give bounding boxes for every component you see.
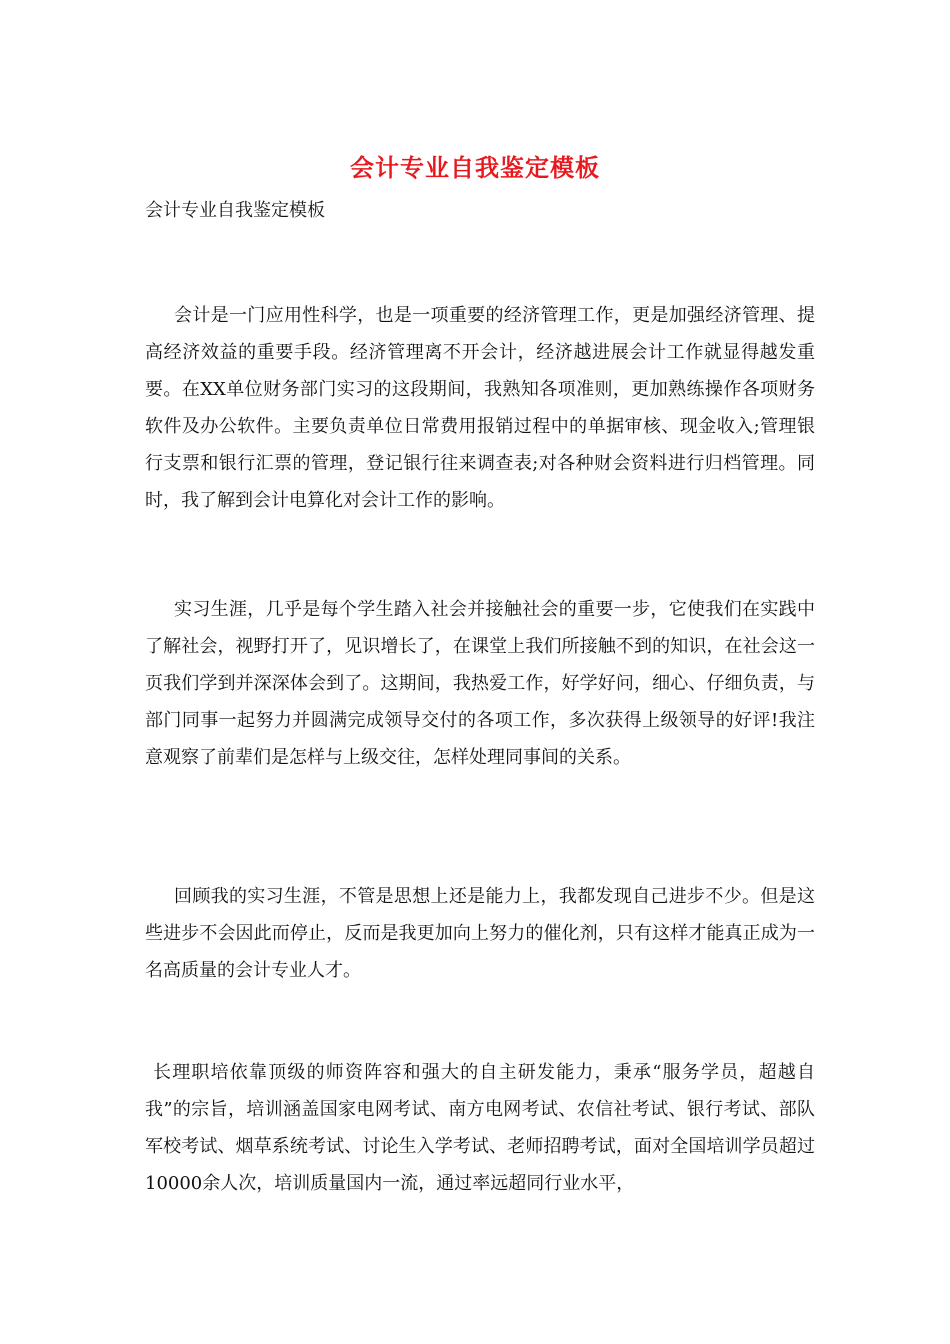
document-title: 会计专业自我鉴定模板 xyxy=(350,153,600,182)
paragraph-training-ad: 长理职培依靠顶级的师资阵容和强大的自主研发能力，秉承“服务学员，超越自我”的宗旨，培训涵盖国家电网考试、南方电网考试、农信社考试、银行考试、部队军校考试、烟草系统考试、讨论生入学考试、老师招聘考试，面对全国培训学员超过10000余人次，培训质量国内一流，通过率远超同行业水平， xyxy=(145,1062,815,1194)
paragraph-review: 回顾我的实习生涯，不管是思想上还是能力上，我都发现自己进步不少。但是这些进步不会因此而停止，反而是我更加向上努力的催化剂，只有这样才能真正成为一名高质量的会计专业人才。 xyxy=(145,886,815,981)
document-subtitle: 会计专业自我鉴定模板 xyxy=(145,200,325,221)
paragraph-internship-accounting: 会计是一门应用性科学，也是一项重要的经济管理工作，更是加强经济管理、提高经济效益的重要手段。经济管理离不开会计，经济越进展会计工作就显得越发重要。在XX单位财务部门实习的这段期间，我熟知各项准则，更加熟练操作各项财务软件及办公软件。主要负责单位日常费用报销过程中的单据审核、现金收入;管理银行支票和银行汇票的管理，登记银行往来调查表;对各种财会资料进行归档管理。同时，我了解到会计电算化对会计工作的影响。 xyxy=(145,305,815,511)
paragraph-internship-career: 实习生涯，几乎是每个学生踏入社会并接触社会的重要一步，它使我们在实践中了解社会，视野打开了，见识增长了，在课堂上我们所接触不到的知识，在社会这一页我们学到并深深体会到了。这期间，我热爱工作，好学好问，细心、仔细负责，与部门同事一起努力并圆满完成领导交付的各项工作，多次获得上级领导的好评!我注意观察了前辈们是怎样与上级交往，怎样处理同事间的关系。 xyxy=(145,599,815,768)
